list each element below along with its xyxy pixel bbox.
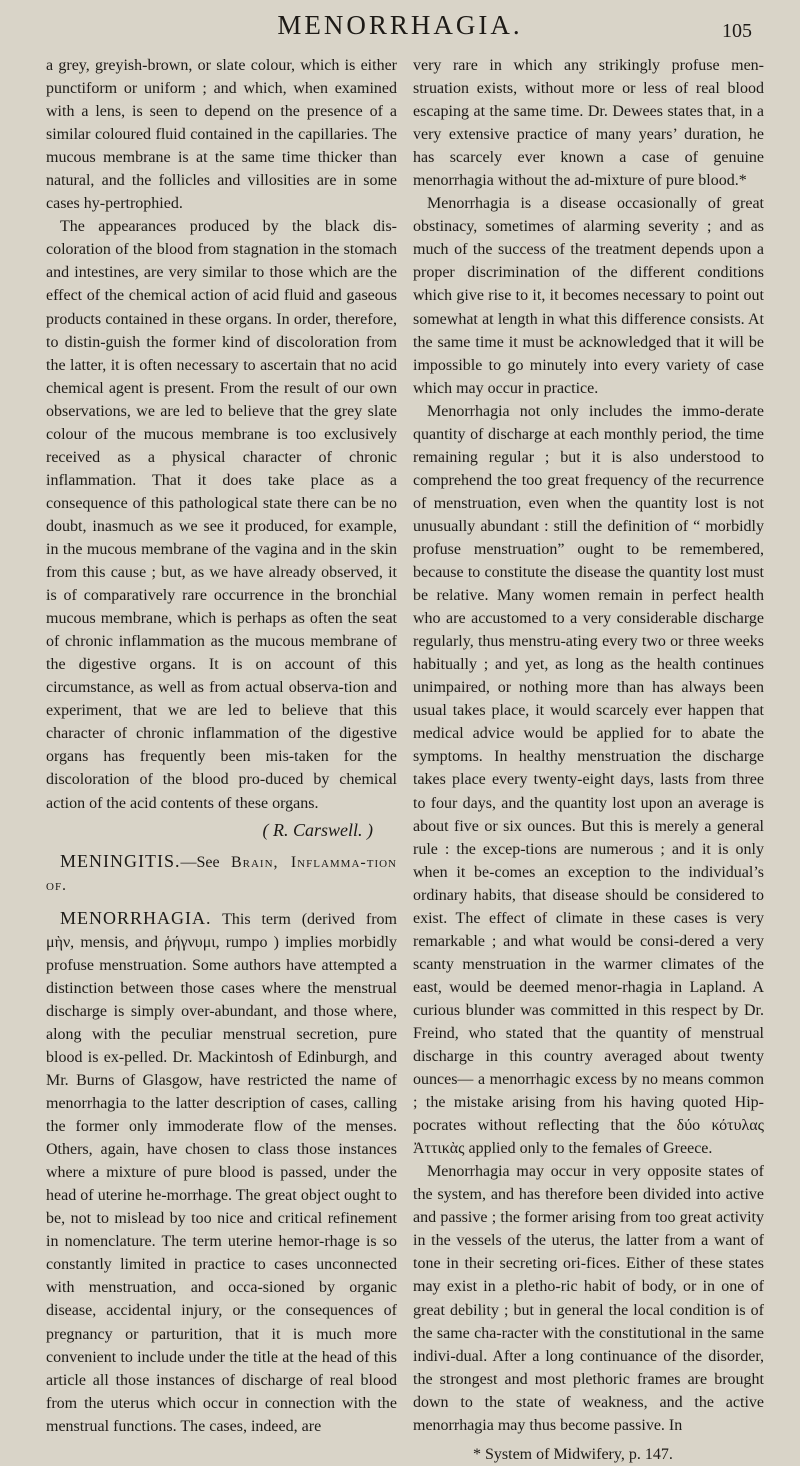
cross-reference: Brain, Inflamma-tion of. xyxy=(46,853,398,894)
page-header xyxy=(0,10,800,50)
paragraph: This term (derived from μὴν, mensis, and ῥήγνυμι, rumpo ) implies morbidly profuse menstruation. Some authors have attempted a distinction between those cases where the menstrual discharge is simply over-abundant, and those where, along with the peculiar menstrual secretion, pure blood is ex-pelled. Dr. Mackintosh of Edinburgh, and Mr. Burns of Glasgow, have restricted the name of menorrhagia to the latter description of cases, calling the former only immoderate flow of the menses. Others, again, have chosen to class those instances where a mixture of pure blood is passed, under the head of uterine he-morrhage. The great object ought to be, not to mislead by too nice and critical refinement in nomenclature. The term uterine hemor-rhage is so constantly limited in practice to cases unconnected with menstruation, and occa-sioned by organic disease, accidental injury, or the consequences of pregnancy or parturition, that it is much more convenient to include under the title at the head of this article all those instances of discharge of real blood from the uterus which occur in connection with the menstrual functions. The cases, indeed, are xyxy=(46,910,398,1435)
paragraph: The appearances produced by the black dis-coloration of the blood from stagnation in the stomach and intestines, are very similar to those which are the effect of the chemical action of acid fluid and gaseous products contained in these organs. In order, therefore, to distin-guish the former kind of discoloration from the latter, it is often necessary to ascertain that no acid chemical agent is present. From the result of our own observations, we are led to believe that the grey slate colour of the mucous membrane is too exclusively received as a physical character of chronic inflammation. That it does take place as a consequence of this pathological state there can be no doubt, inasmuch as we see it produced, for example, in the mucous membrane of the vagina and in the skin from this cause ; but, as we have already observed, it is of comparatively rare occurrence in the bronchial mucous membrane, which is perhaps as often the seat of chronic inflammation as the mucous membrane of the digestive organs. It is on account of this circumstance, as well as from actual observa-tion and experiment, that we are led to believe that this character of chronic inflammation of the digestive organs has frequently been mis-taken for the discoloration of the blood pro-duced by chemical action of the acid contents of these organs. xyxy=(46,218,397,812)
page-number: 105 xyxy=(722,20,752,42)
right-column xyxy=(413,54,764,1463)
left-column xyxy=(46,54,398,1435)
paragraph: a grey, greyish-brown, or slate colour, which is either punctiform or uniform ; and which, when examined with a lens, is seen to depend on the presence of a similar coloured fluid contained in the capillaries. The mucous membrane is at the same time thicker than natural, and the follicles and villosities are in some cases hy-pertrophied. xyxy=(46,57,397,213)
entry-menorrhagia xyxy=(46,907,397,1438)
paragraph: Menorrhagia may occur in very opposite states of the system, and has therefore been divided into active and passive ; the former arising from too great activity in the vessels of the uterus, the latter from a want of tone in their secreting ori-fices. Either of these states may exist in a pletho-ric habit of body, or in one of great debility ; but in general the local condition is of the same cha-racter with the constitutional in the same indivi-dual. After a long continuance of the disorder, the strongest and most plethoric frames are brought down to the state of weakness, and the active menorrhagia may thus become passive. In xyxy=(413,1163,764,1434)
cross-reference-entry xyxy=(46,850,397,897)
running-title: MENORRHAGIA. xyxy=(277,10,523,40)
paragraph: Menorrhagia is a disease occasionally of great obstinacy, sometimes of alarming severity ; and as much of the success of the treatment depends upon a proper discrimination of the different conditions which give rise to it, it becomes necessary to point out somewhat at length in what this difference consists. At the same time it must be acknowledged that it will be impossible to go minutely into every variety of case which may occur in practice. xyxy=(413,195,764,397)
entry-title-meningitis: MENINGITIS. xyxy=(60,850,181,871)
paragraph: very rare in which any strikingly profuse men-struation exists, without more or less of real blood escaping at the same time. Dr. Dewees states that, in a very extensive practice of many years’ duration, he has scarcely ever known a case of genuine menorrhagia without the ad-mixture of pure blood.* xyxy=(413,57,764,190)
entry-title-menorrhagia: MENORRHAGIA. xyxy=(60,907,212,928)
footnote: * System of Midwifery, p. 147. xyxy=(473,1445,673,1463)
see-prefix: —See xyxy=(180,853,220,871)
paragraph: Menorrhagia not only includes the immo-derate quantity of discharge at each monthly period, the time remaining regular ; but it is also understood to comprehend the too great frequency of the recurrence of menstruation, even when the quantity lost is not unusually abundant : still the definition of “ morbidly profuse menstruation” ought to be remembered, because to constitute the disease the quantity lost must be relative. Many women remain in perfect health who are accustomed to a very considerable discharge regularly, thus menstru-ating every two or three weeks habitually ; and yet, as long as the health continues unimpaired, or nothing more than has always been usual takes place, it would scarcely ever happen that medical advice would be applied for to abate the symptoms. In healthy menstruation the discharge takes place every twenty-eight days, lasts from three to four days, and the quantity lost upon an average is about five or six ounces. But this is merely a general rule : the excep-tions are numerous ; and it is only when it be-comes an exception to the individual’s ordinary habits, that disease should be considered to exist. The effect of climate in these cases is very remarkable ; and what would be consi-dered a very scanty menstruation in the warmer climates of the east, would be deemed menor-rhagia in Lapland. A curious blunder was committed in this respect by Dr. Freind, who stated that the quantity of menstrual discharge in this country averaged about twenty ounces— a menorrhagic excess by no means common ; the mistake arising from his having quoted Hip-pocrates without reflecting that the δύο κότυλας Ἀττικὰς applied only to the females of Greece. xyxy=(413,402,764,1158)
author-signature: ( R. Carswell. ) xyxy=(262,819,373,840)
